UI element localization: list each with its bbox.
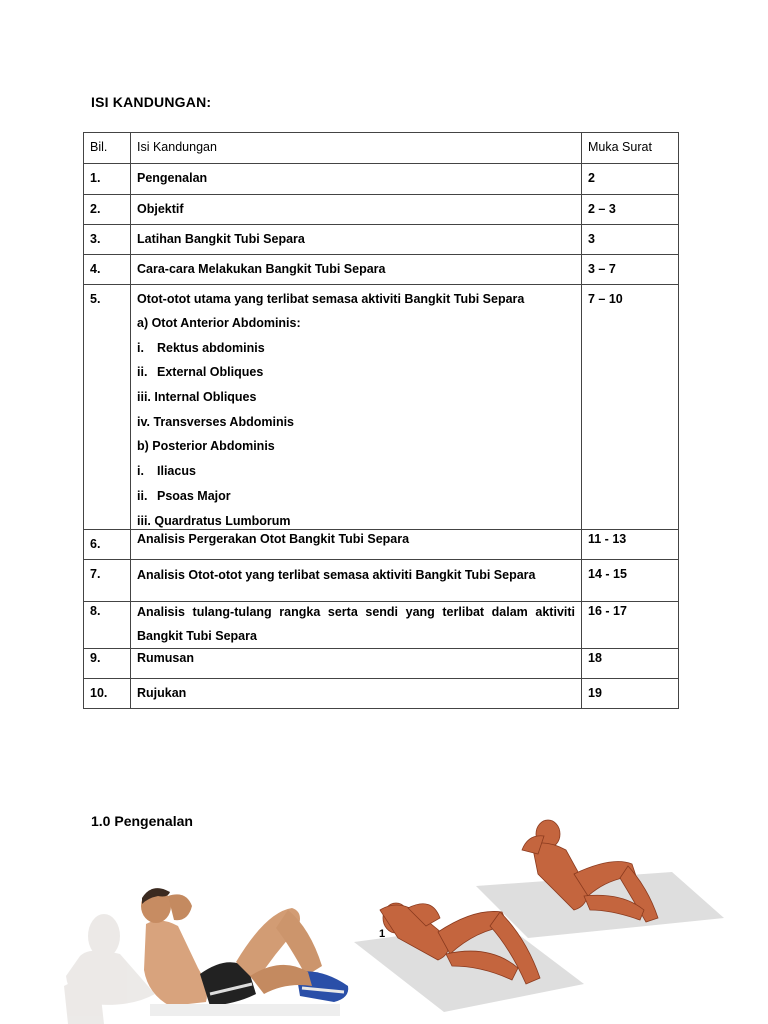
- sublist-item: [137, 316, 575, 331]
- sublist-num: i.: [137, 464, 144, 479]
- row-number: 5.: [84, 285, 131, 530]
- header-page: Muka Surat: [582, 133, 679, 164]
- row-page: 3 – 7: [582, 255, 679, 285]
- table-row: [84, 529, 679, 559]
- row-content: Latihan Bangkit Tubi Separa: [131, 225, 582, 255]
- table-row: [84, 678, 679, 708]
- row-number: 10.: [84, 678, 131, 708]
- table-row: [84, 164, 679, 195]
- row-content: Cara-cara Melakukan Bangkit Tubi Separa: [131, 255, 582, 285]
- row-number: 7.: [84, 559, 131, 601]
- section-heading: 1.0 Pengenalan: [91, 813, 193, 829]
- sublist-item: [137, 415, 575, 430]
- sublist-text: iii. Quardratus Lumborum: [137, 513, 291, 528]
- row-content: Objektif: [131, 195, 582, 225]
- table-row: [84, 285, 679, 530]
- table-of-contents: [83, 132, 679, 709]
- table-row: [84, 648, 679, 678]
- sublist-text: Psoas Major: [157, 488, 231, 503]
- row-content-block: [131, 559, 582, 601]
- row-number: 4.: [84, 255, 131, 285]
- row-content: Analisis Otot-otot yang terlibat semasa aktiviti Bangkit Tubi Separa: [137, 567, 536, 582]
- figure-number: 1: [379, 928, 386, 940]
- row-content-block: [131, 285, 582, 530]
- table-header-row: [84, 133, 679, 164]
- row-page: 16 - 17: [582, 601, 679, 648]
- row-number: 6.: [84, 529, 131, 559]
- table-row: [84, 255, 679, 285]
- row-number: 9.: [84, 648, 131, 678]
- crunch-photo-illustration: [60, 876, 360, 1024]
- row-number: 8.: [84, 601, 131, 648]
- row-page: 11 - 13: [582, 529, 679, 559]
- table-row: [84, 559, 679, 601]
- sublist-text: b) Posterior Abdominis: [137, 439, 275, 454]
- sublist-item: [137, 514, 575, 529]
- row-page: 3: [582, 225, 679, 255]
- row-page: 14 - 15: [582, 559, 679, 601]
- row-page: 2 – 3: [582, 195, 679, 225]
- sublist-num: ii.: [137, 365, 148, 380]
- sublist-item: [137, 439, 575, 454]
- sublist-text: a) Otot Anterior Abdominis:: [137, 316, 301, 330]
- sublist-item: [137, 489, 575, 504]
- row-content: Otot-otot utama yang terlibat semasa aktiviti Bangkit Tubi Separa: [137, 292, 525, 306]
- anatomy-crunch-illustration: [352, 814, 732, 1024]
- row-page: 18: [582, 648, 679, 678]
- row-page: 19: [582, 678, 679, 708]
- sublist-text: External Obliques: [157, 365, 264, 380]
- sublist-text: iii. Internal Obliques: [137, 390, 257, 405]
- sublist-item: [137, 390, 575, 405]
- row-content: Pengenalan: [131, 164, 582, 195]
- table-row: [84, 601, 679, 648]
- row-number: 3.: [84, 225, 131, 255]
- sublist-item: [137, 341, 575, 356]
- sublist-num: i.: [137, 340, 144, 355]
- row-content: Analisis tulang-tulang rangka serta sendi yang terlibat dalam aktiviti Bangkit Tubi Separa: [137, 604, 575, 643]
- header-content: Isi Kandungan: [131, 133, 582, 164]
- row-content: Rujukan: [131, 678, 582, 708]
- row-content: Rumusan: [131, 648, 582, 678]
- row-page: 7 – 10: [582, 285, 679, 530]
- sublist-num: ii.: [137, 488, 148, 503]
- row-number: 2.: [84, 195, 131, 225]
- row-page: 2: [582, 164, 679, 195]
- sublist-text: Rektus abdominis: [157, 340, 265, 355]
- muscle-sublist: [137, 316, 575, 529]
- sublist-text: iv. Transverses Abdominis: [137, 414, 295, 429]
- row-number: 1.: [84, 164, 131, 195]
- header-bil: Bil.: [84, 133, 131, 164]
- table-row: [84, 195, 679, 225]
- sublist-item: [137, 365, 575, 380]
- page-title: ISI KANDUNGAN:: [91, 94, 212, 110]
- row-content-block: [131, 601, 582, 648]
- sublist-item: [137, 464, 575, 479]
- row-content: Analisis Pergerakan Otot Bangkit Tubi Separa: [131, 529, 582, 559]
- table-row: [84, 225, 679, 255]
- sublist-text: Iliacus: [157, 464, 196, 479]
